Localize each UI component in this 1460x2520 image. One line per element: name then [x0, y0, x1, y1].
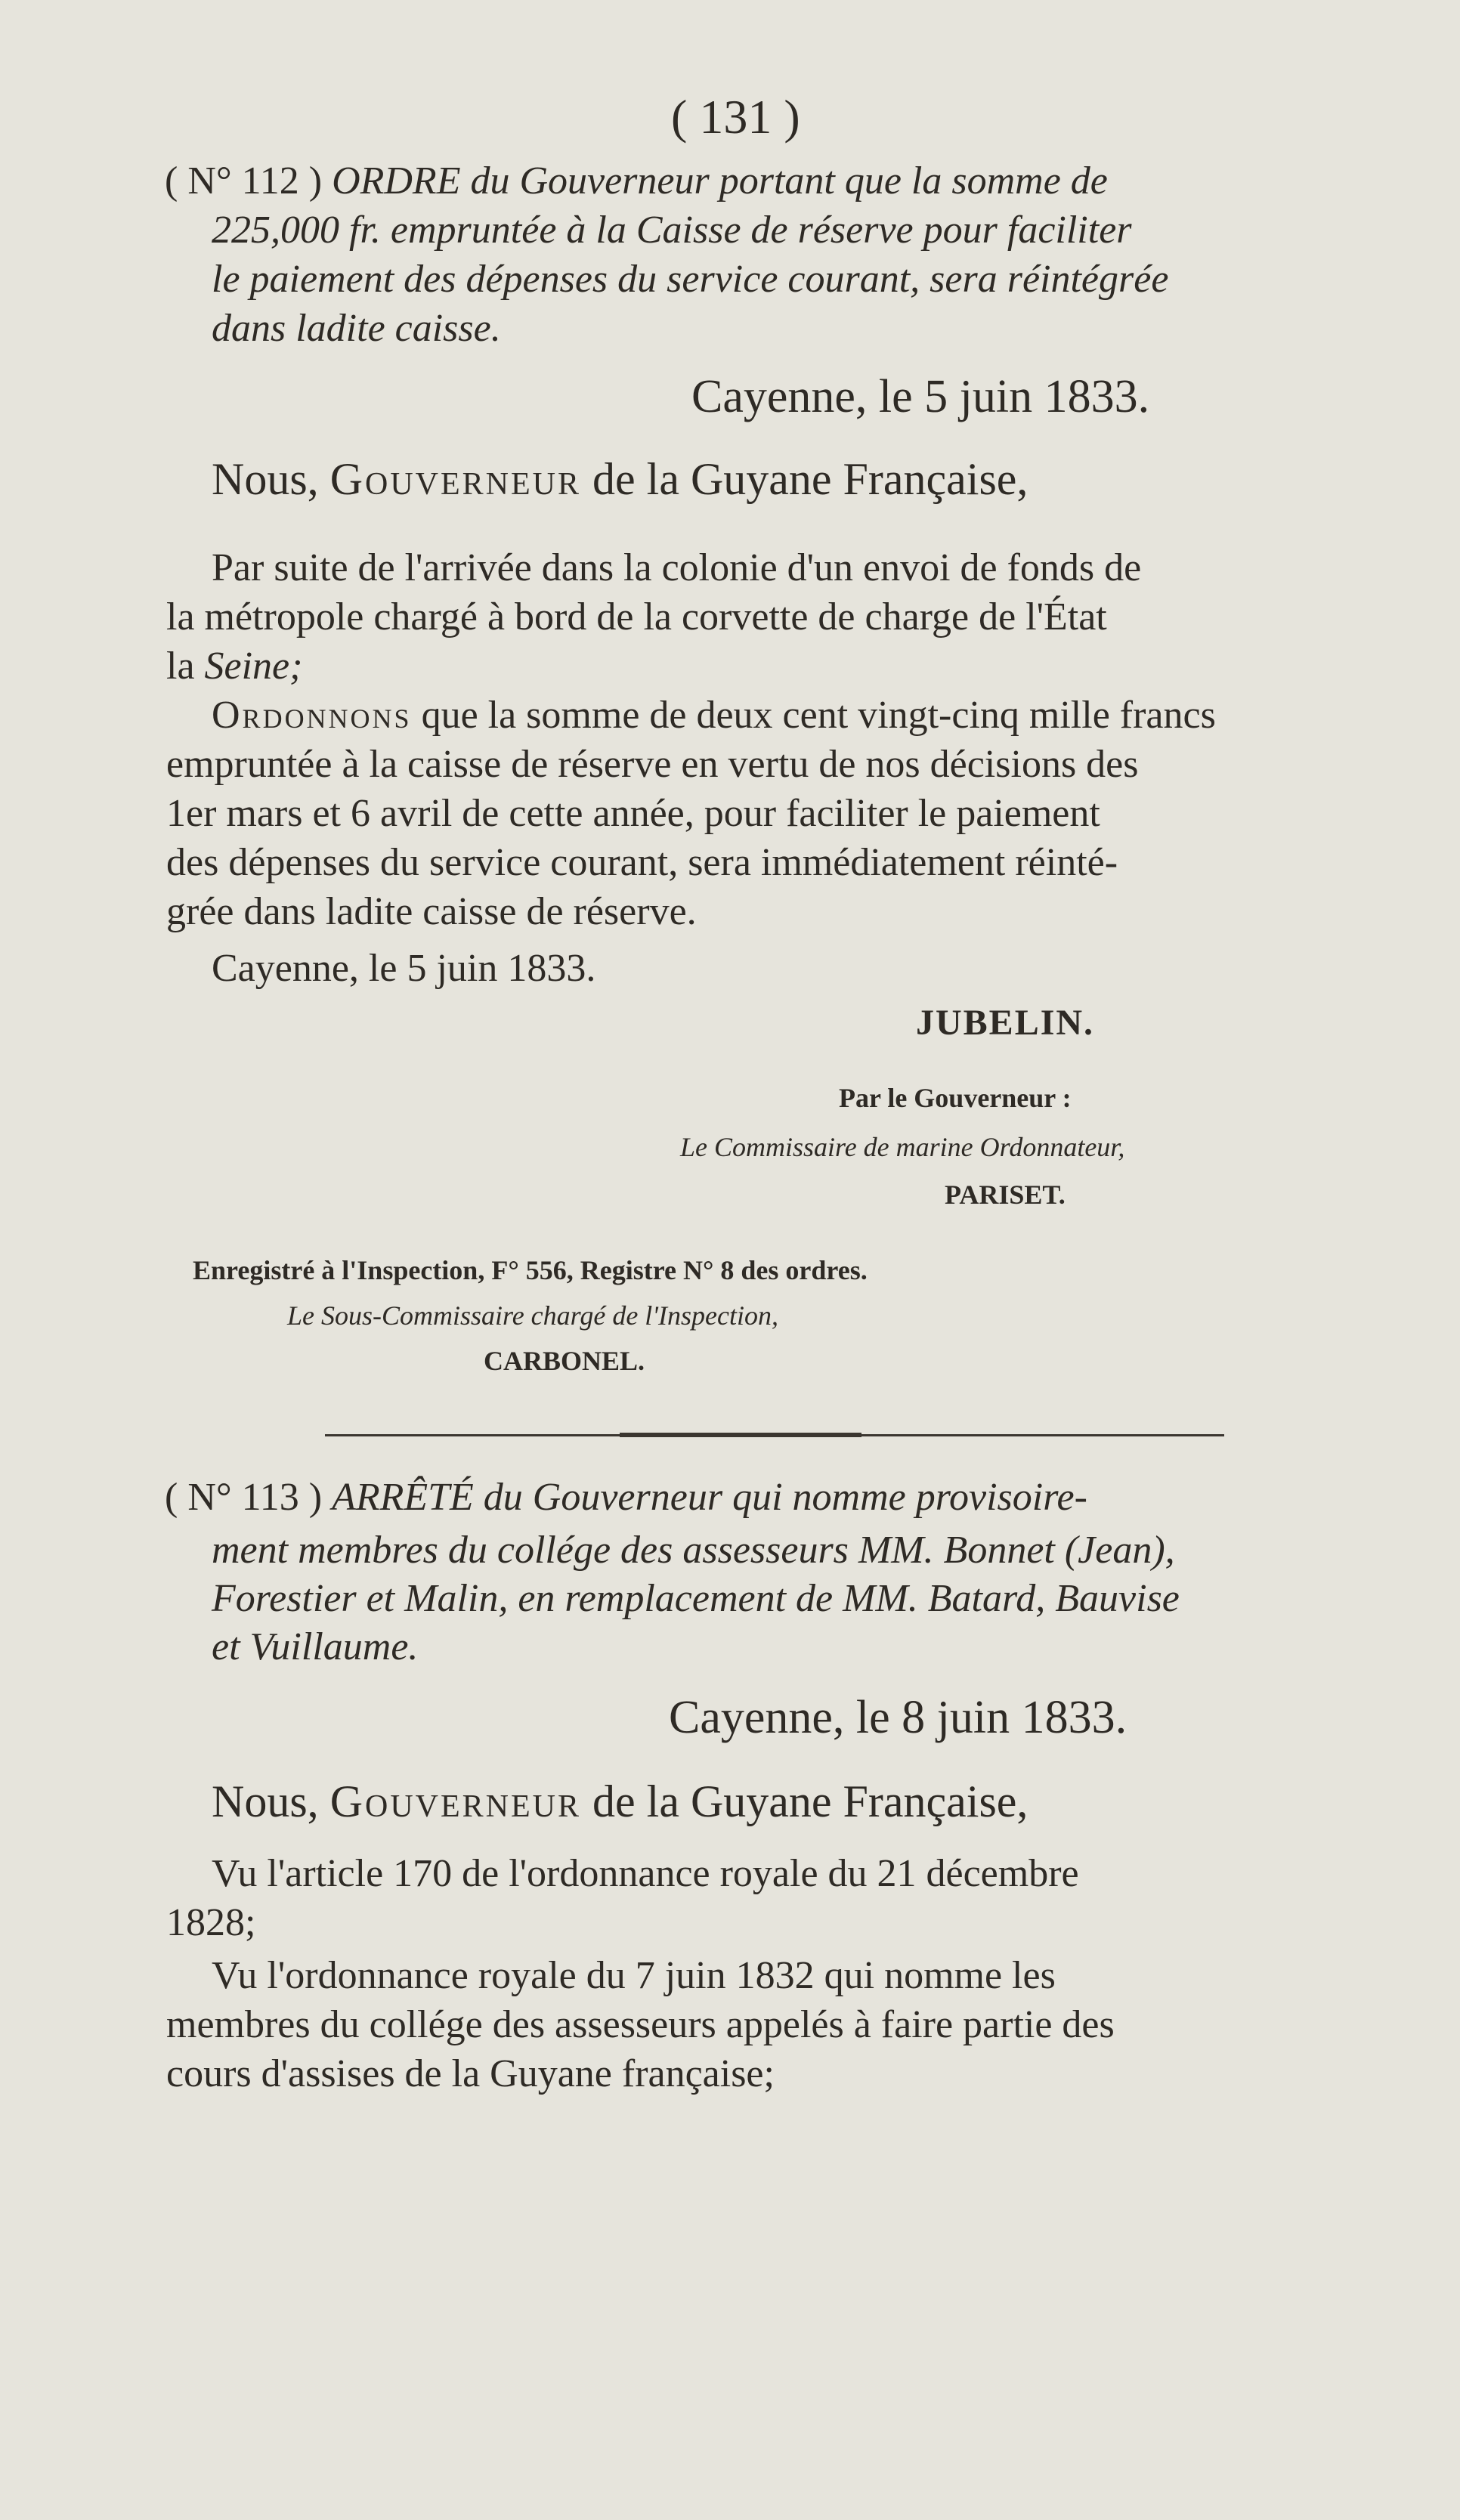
doc112-inspector: CARBONEL. — [484, 1346, 645, 1376]
doc112-closing-date: Cayenne, le 5 juin 1833. — [212, 947, 596, 990]
doc112-nous: Nous, — [212, 454, 319, 504]
doc113-nous-rest: de la Guyane Française, — [592, 1776, 1028, 1826]
doc112-p2-line-1-rest: que la somme de deux cent vingt-cinq mille francs — [421, 694, 1216, 737]
doc112-gouverneur: Gouverneur — [329, 454, 582, 504]
doc112-date: Cayenne, le 5 juin 1833. — [691, 371, 1150, 422]
doc113-title-line-2: ment membres du collége des assesseurs MM. Bonnet (Jean), — [212, 1529, 1175, 1572]
doc112-nous-line — [212, 453, 1028, 506]
doc113-title-line-3: Forestier et Malin, en remplacement de MM. Batard, Bauvise — [212, 1577, 1180, 1620]
doc112-p1-seine: Seine; — [204, 645, 303, 688]
doc112-commissaire: Le Commissaire de marine Ordonnateur, — [680, 1132, 1125, 1162]
doc112-title-line-4: dans ladite caisse. — [212, 307, 501, 350]
doc113-title-line-1 — [165, 1475, 1087, 1520]
doc113-gouverneur: Gouverneur — [329, 1776, 582, 1826]
doc112-title-text-1: ORDRE du Gouverneur portant que la somme de — [332, 159, 1108, 203]
doc112-title-line-3: le paiement des dépenses du service courant, sera réintégrée — [212, 258, 1169, 301]
doc112-nous-rest: de la Guyane Française, — [592, 454, 1028, 504]
doc113-title-line-4: et Vuillaume. — [212, 1625, 419, 1668]
doc112-p2-line-4: des dépenses du service courant, sera immédiatement réinté- — [166, 841, 1118, 884]
doc113-vu-2-line-2: membres du collége des assesseurs appelés à faire partie des — [166, 2003, 1115, 2046]
doc113-vu-2-line-3: cours d'assises de la Guyane française; — [166, 2052, 775, 2095]
doc112-p2-line-5: grée dans ladite caisse de réserve. — [166, 890, 697, 933]
doc113-title-text-1: ARRÊTÉ du Gouverneur qui nomme provisoire- — [332, 1476, 1087, 1519]
doc112-number: ( N° 112 ) — [165, 159, 323, 203]
doc112-par-le-gouverneur: Par le Gouverneur : — [839, 1083, 1072, 1113]
doc112-ordonnons: Ordonnons — [212, 694, 412, 737]
page-number: ( 131 ) — [671, 90, 800, 144]
section-divider-center — [620, 1433, 861, 1437]
doc112-signature: JUBELIN. — [916, 1003, 1095, 1043]
doc113-number: ( N° 113 ) — [165, 1476, 323, 1519]
doc112-countersign: PARISET. — [945, 1180, 1066, 1210]
doc112-p1-line-1: Par suite de l'arrivée dans la colonie d'un envoi de fonds de — [212, 546, 1142, 589]
doc112-title-line-1 — [165, 159, 1108, 203]
doc112-title-line-2: 225,000 fr. empruntée à la Caisse de réserve pour faciliter — [212, 209, 1132, 252]
doc112-registered: Enregistré à l'Inspection, F° 556, Registre N° 8 des ordres. — [193, 1255, 868, 1285]
doc112-sous-commissaire: Le Sous-Commissaire chargé de l'Inspection, — [287, 1300, 778, 1331]
doc112-p2-line-2: empruntée à la caisse de réserve en vertu de nos décisions des — [166, 743, 1139, 786]
doc113-date: Cayenne, le 8 juin 1833. — [669, 1692, 1127, 1743]
doc113-nous-line — [212, 1776, 1028, 1828]
doc113-vu-1-line-1: Vu l'article 170 de l'ordonnance royale du 21 décembre — [212, 1852, 1079, 1895]
doc113-vu-2-line-1: Vu l'ordonnance royale du 7 juin 1832 qui nomme les — [212, 1954, 1056, 1997]
doc112-p1-la: la — [166, 645, 195, 688]
doc113-vu-1-line-2: 1828; — [166, 1901, 256, 1944]
doc113-nous: Nous, — [212, 1776, 319, 1826]
doc112-p1-line-2: la métropole chargé à bord de la corvette de charge de l'État — [166, 595, 1107, 639]
doc112-p2-line-3: 1er mars et 6 avril de cette année, pour faciliter le paiement — [166, 792, 1100, 835]
doc112-p1-line-3 — [166, 644, 302, 688]
doc112-p2-line-1 — [212, 693, 1216, 737]
